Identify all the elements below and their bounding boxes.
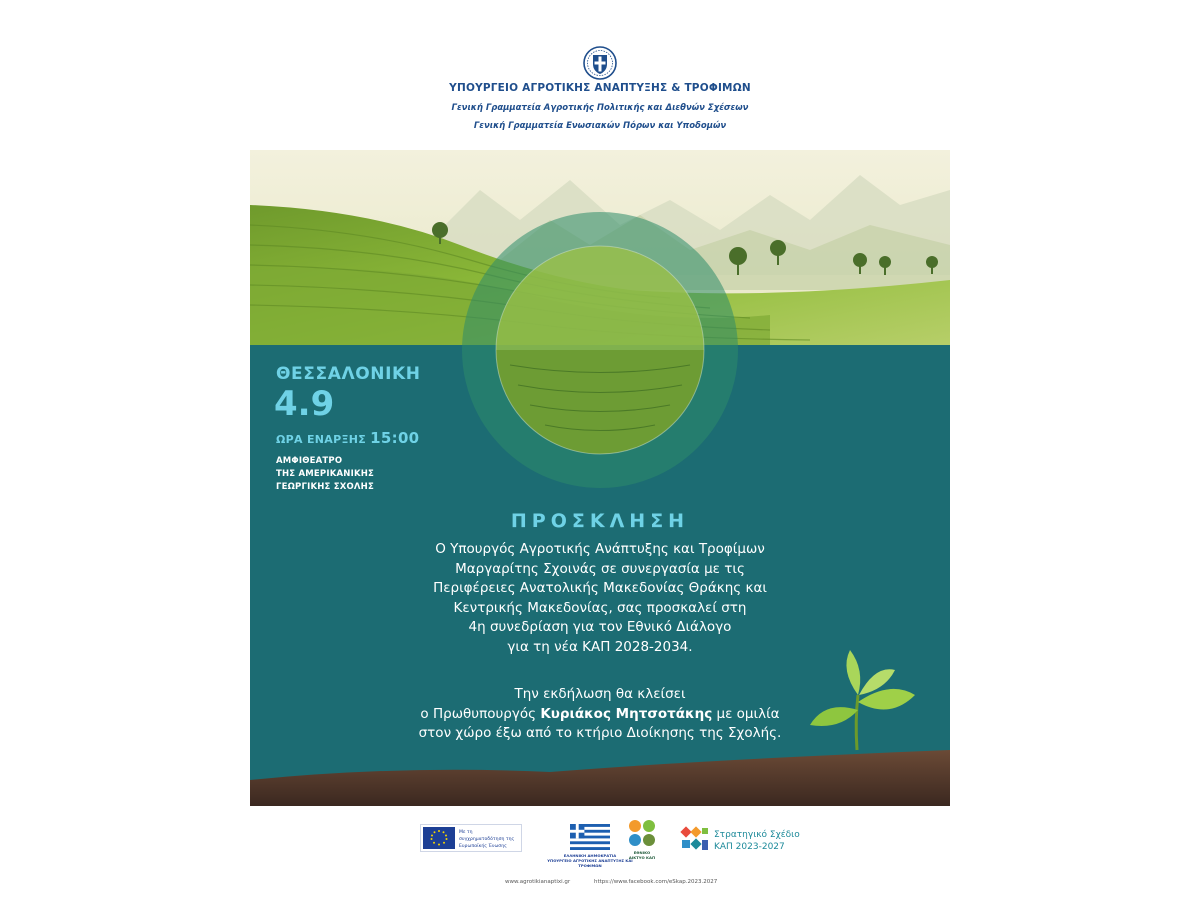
secretariat-2: Γενική Γραμματεία Ενωσιακών Πόρων και Υποδομών: [473, 121, 727, 131]
website-link[interactable]: www.agrotikianaptixi.gr: [505, 879, 571, 885]
venue-line: ΤΗΣ ΑΜΕΡΙΚΑΝΙΚΗΣ: [276, 469, 375, 479]
body-line: 4η συνεδρίαση για τον Εθνικό Διάλογο: [468, 619, 732, 635]
plan-line: ΚΑΠ 2023-2027: [714, 842, 785, 852]
facebook-link[interactable]: https://www.facebook.com/eSkap.2023.2027: [594, 879, 718, 885]
closing-text: [380, 685, 820, 744]
network-text: [622, 850, 662, 860]
invitation-title: ΠΡΟΣΚΛΗΣΗ: [510, 510, 690, 532]
strategic-plan-icon: [680, 826, 710, 854]
body-line: Κεντρικής Μακεδονίας, σας προσκαλεί στη: [453, 599, 747, 616]
event-time: [276, 429, 419, 447]
venue-line: ΓΕΩΡΓΙΚΗΣ ΣΧΟΛΗΣ: [276, 482, 375, 492]
eu-cofunding-logo: [420, 824, 522, 852]
body-line: για τη νέα ΚΑΠ 2028-2034.: [507, 638, 693, 655]
invitation-body: [400, 540, 800, 657]
time-label: ΩΡΑ ΕΝΑΡΞΗΣ: [276, 433, 367, 446]
strategic-plan-logo: [680, 826, 800, 854]
invitation-poster: [250, 150, 950, 806]
gr-text-line: ΥΠΟΥΡΓΕΙΟ ΑΓΡΟΤΙΚΗΣ ΑΝΑΠΤΥΞΗΣ ΚΑΙ ΤΡΟΦΙΜΩΝ: [547, 858, 633, 868]
closing-post: με ομιλία: [716, 705, 780, 722]
body-line: Περιφέρειες Ανατολικής Μακεδονίας Θράκης και: [433, 580, 767, 596]
time-value: 15:00: [370, 429, 420, 447]
plan-line: Στρατηγικό Σχέδιο: [714, 830, 800, 840]
event-city: ΘΕΣΣΑΛΟΝΙΚΗ: [276, 364, 421, 384]
closing-line: [380, 705, 820, 725]
eu-flag-icon: [423, 827, 455, 849]
venue-line: ΑΜΦΙΘΕΑΤΡΟ: [276, 456, 343, 466]
network-text-line: ΕΘΝΙΚΟ: [633, 850, 651, 855]
network-text-line: ΔΙΚΤΥΟ ΚΑΠ: [628, 855, 656, 860]
closing-line: στον χώρο έξω από το κτήριο Διοίκησης της Σχολής.: [418, 725, 782, 741]
national-cap-network-logo: [622, 818, 662, 864]
closing-pre: ο Πρωθυπουργός: [420, 705, 537, 722]
prime-minister-name: Κυριάκος Μητσοτάκης: [540, 705, 713, 722]
event-date: 4.9: [274, 384, 335, 424]
ministry-title: ΥΠΟΥΡΓΕΙΟ ΑΓΡΟΤΙΚΗΣ ΑΝΑΠΤΥΞΗΣ & ΤΡΟΦΙΜΩΝ: [449, 82, 751, 94]
network-icon: [622, 818, 662, 850]
body-line: Μαργαρίτης Σχοινάς σε συνεργασία με τις: [455, 560, 745, 577]
gr-text-line: ΕΛΛΗΝΙΚΗ ΔΗΜΟΚΡΑΤΙΑ: [563, 853, 617, 858]
strategic-plan-text: [714, 829, 800, 853]
greek-crest-icon: [583, 45, 617, 81]
eu-text: Με τη συγχρηματοδότηση της Ευρωπαϊκής Ένωσης: [459, 830, 515, 849]
closing-line: Την εκδήλωση θα κλείσει: [514, 686, 686, 702]
event-venue: [276, 455, 374, 494]
body-line: Ο Υπουργός Αγροτικής Ανάπτυξης και Τροφίμων: [435, 541, 765, 557]
secretariat-1: Γενική Γραμματεία Αγροτικής Πολιτικής και Διεθνών Σχέσεων: [451, 103, 749, 113]
